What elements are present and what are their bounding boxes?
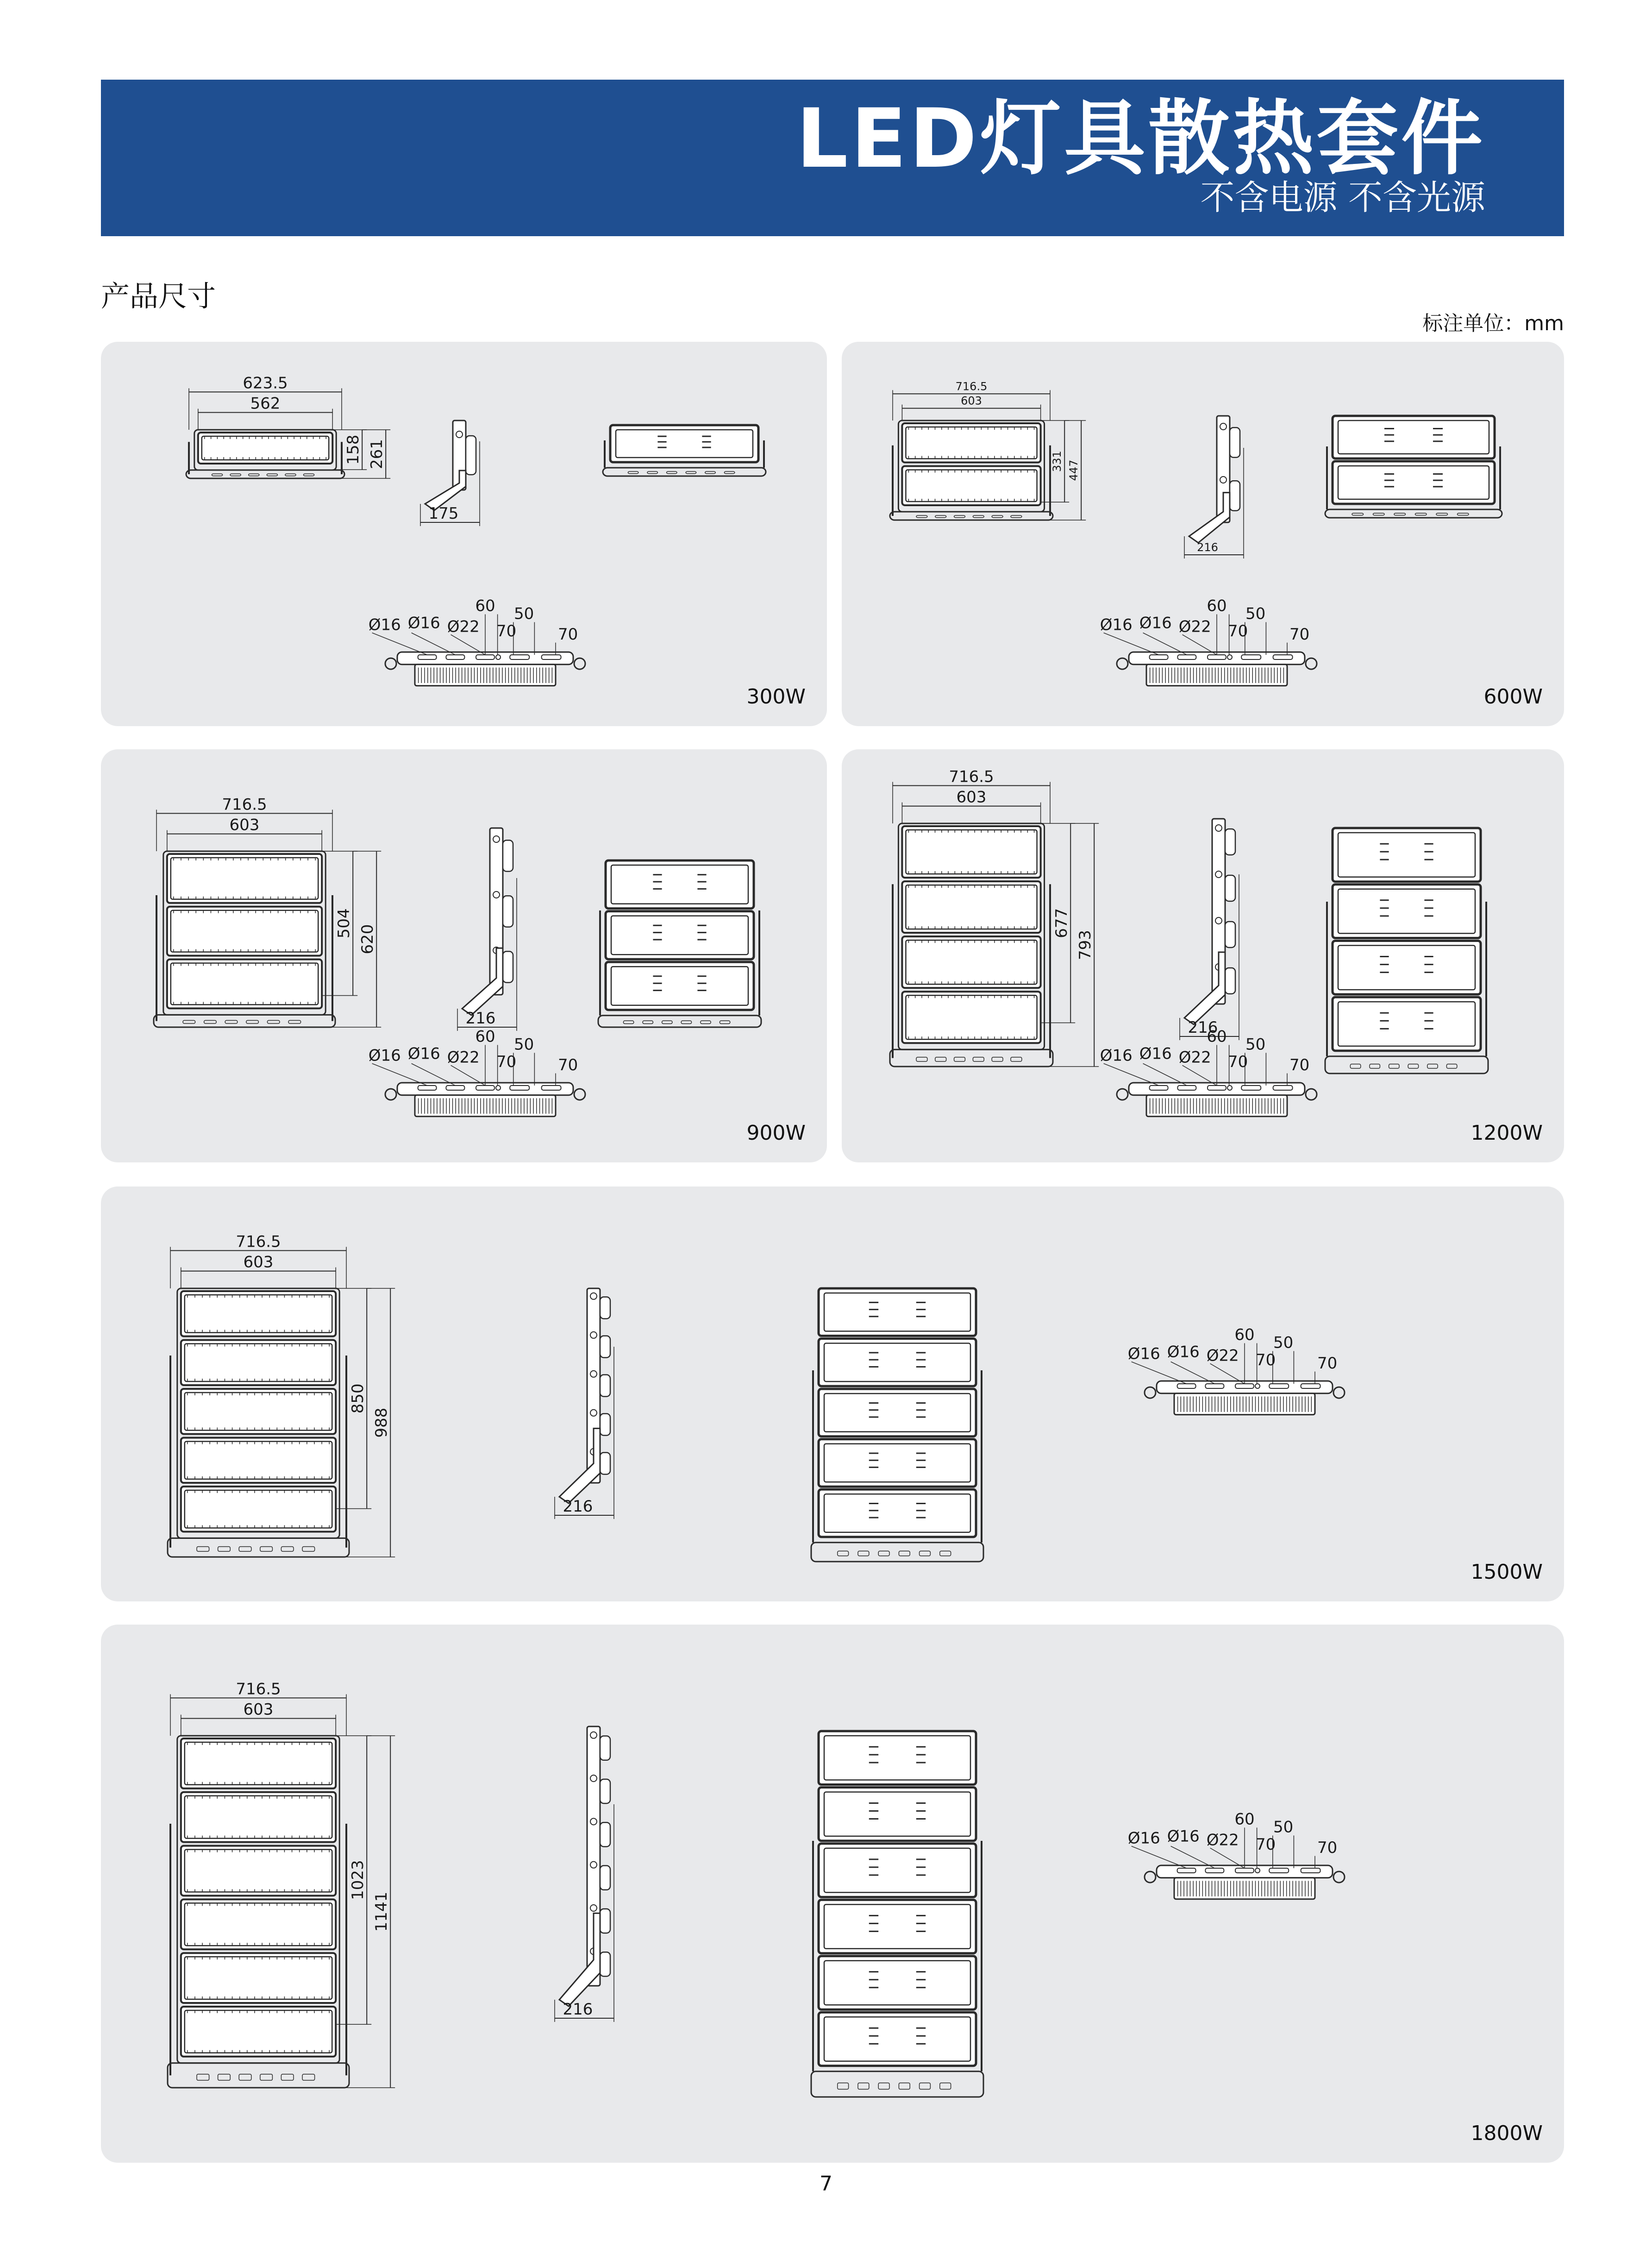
bottom-view — [1100, 597, 1317, 686]
inner-width-label: 603 — [243, 1700, 274, 1719]
hole-label: Ø16 — [1139, 614, 1172, 633]
hole-label: Ø16 — [1100, 615, 1133, 634]
hole-label: Ø22 — [1178, 1048, 1211, 1067]
inner-height-label: 677 — [1052, 908, 1071, 938]
front-view — [168, 1232, 395, 1557]
drawing-900w — [101, 749, 827, 1162]
hole-label: Ø16 — [1139, 1044, 1172, 1063]
side-view — [457, 828, 517, 1031]
side-depth-label: 216 — [563, 1497, 593, 1516]
drawing-1800w — [101, 1625, 1564, 2163]
bottom-view — [369, 597, 585, 686]
spacing-label: 60 — [1207, 596, 1227, 615]
spacing-label: 70 — [1289, 625, 1310, 644]
spacing-label: 50 — [1245, 1035, 1266, 1054]
wattage-label: 900W — [746, 1121, 806, 1145]
spacing-label: 50 — [513, 1035, 534, 1054]
outer-height-label: 620 — [358, 924, 377, 954]
hole-label: Ø16 — [1167, 1343, 1200, 1362]
front-width-label: 716.5 — [955, 380, 988, 393]
outer-height-label: 261 — [368, 439, 387, 469]
front-width-label: 716.5 — [949, 767, 994, 786]
spacing-label: 60 — [1234, 1325, 1255, 1344]
rear-view — [603, 425, 766, 476]
unit-note: 标注单位：mm — [1422, 312, 1564, 335]
wattage-label: 300W — [746, 685, 806, 709]
bottom-view — [369, 1028, 585, 1117]
inner-width-label: 562 — [250, 394, 281, 413]
rear-view — [811, 1288, 983, 1562]
bottom-view — [1128, 1326, 1345, 1415]
product-panel-600w — [842, 342, 1564, 726]
product-panel-900w — [101, 749, 827, 1162]
inner-width-label: 603 — [961, 394, 982, 408]
side-view — [1184, 416, 1244, 559]
rear-view — [598, 860, 761, 1027]
hole-label: Ø16 — [1127, 1829, 1160, 1848]
spacing-label: 70 — [496, 1053, 517, 1071]
spacing-label: 70 — [557, 1055, 578, 1074]
spacing-label: 70 — [496, 622, 517, 640]
wattage-label: 1500W — [1471, 1560, 1543, 1584]
outer-height-label: 1141 — [372, 1891, 391, 1932]
side-depth-label: 175 — [428, 504, 459, 523]
rear-view — [1325, 416, 1502, 518]
spacing-label: 60 — [475, 596, 495, 615]
spacing-label: 60 — [1207, 1027, 1227, 1046]
wattage-label: 1200W — [1471, 1121, 1543, 1145]
spacing-label: 60 — [475, 1027, 495, 1046]
hole-label: Ø22 — [447, 1048, 480, 1067]
inner-width-label: 603 — [229, 816, 260, 835]
spacing-label: 50 — [513, 604, 534, 623]
front-view — [890, 380, 1086, 520]
side-depth-label: 216 — [1197, 541, 1218, 554]
title-banner — [101, 80, 1564, 236]
spacing-label: 50 — [1273, 1333, 1294, 1352]
inner-width-label: 603 — [243, 1253, 274, 1272]
page-number: 7 — [820, 2172, 832, 2196]
spacing-label: 70 — [1227, 1053, 1248, 1071]
product-panel-1800w — [101, 1625, 1564, 2163]
rear-view — [1325, 828, 1488, 1073]
spacing-label: 70 — [557, 625, 578, 644]
outer-height-label: 988 — [372, 1407, 391, 1438]
side-depth-label: 216 — [563, 2000, 593, 2019]
bottom-view — [1128, 1810, 1345, 1899]
wattage-label: 1800W — [1471, 2121, 1543, 2145]
side-view — [1180, 819, 1239, 1040]
spacing-label: 70 — [1255, 1835, 1276, 1854]
hole-label: Ø16 — [1100, 1046, 1133, 1065]
hole-label: Ø22 — [1206, 1831, 1239, 1850]
front-view — [890, 767, 1099, 1067]
spacing-label: 50 — [1245, 604, 1266, 623]
hole-label: Ø22 — [1206, 1346, 1239, 1365]
drawing-300w — [101, 342, 827, 726]
front-width-label: 716.5 — [236, 1680, 281, 1699]
side-view — [420, 421, 480, 526]
side-view — [555, 1726, 614, 2022]
spacing-label: 70 — [1227, 622, 1248, 640]
hole-label: Ø22 — [1178, 617, 1211, 636]
wattage-label: 600W — [1483, 685, 1543, 709]
inner-height-label: 331 — [1051, 451, 1064, 472]
drawing-600w — [842, 342, 1564, 726]
drawing-1200w — [842, 749, 1564, 1162]
inner-height-label: 504 — [335, 908, 354, 939]
inner-height-label: 158 — [344, 434, 363, 465]
spacing-label: 70 — [1317, 1354, 1338, 1373]
spacing-label: 70 — [1289, 1055, 1310, 1074]
spacing-label: 60 — [1234, 1810, 1255, 1829]
front-view — [168, 1680, 395, 2088]
drawing-1500w — [101, 1186, 1564, 1601]
bottom-view — [1100, 1028, 1317, 1117]
hole-label: Ø16 — [368, 615, 401, 634]
product-panel-1500w — [101, 1186, 1564, 1601]
product-panel-1200w — [842, 749, 1564, 1162]
side-depth-label: 216 — [1188, 1018, 1218, 1037]
inner-width-label: 603 — [956, 788, 987, 807]
hole-label: Ø16 — [1167, 1827, 1200, 1846]
page-title: LED灯具散热套件 — [796, 91, 1485, 186]
spacing-label: 70 — [1255, 1351, 1276, 1369]
hole-label: Ø16 — [407, 614, 440, 633]
page-subtitle: 不含电源 不含光源 — [1200, 178, 1485, 218]
product-panel-300w — [101, 342, 827, 726]
front-width-label: 716.5 — [222, 795, 267, 814]
inner-height-label: 1023 — [349, 1860, 368, 1900]
hole-label: Ø22 — [447, 617, 480, 636]
hole-label: Ø16 — [407, 1044, 440, 1063]
side-depth-label: 216 — [465, 1009, 496, 1028]
hole-label: Ø16 — [368, 1046, 401, 1065]
hole-label: Ø16 — [1127, 1344, 1160, 1363]
spacing-label: 50 — [1273, 1818, 1294, 1837]
outer-height-label: 447 — [1067, 459, 1081, 481]
side-view — [555, 1288, 614, 1519]
section-title: 产品尺寸 — [101, 279, 216, 313]
inner-height-label: 850 — [349, 1383, 368, 1414]
front-width-label: 623.5 — [243, 374, 288, 393]
outer-height-label: 793 — [1076, 930, 1095, 960]
rear-view — [811, 1731, 983, 2097]
spacing-label: 70 — [1317, 1838, 1338, 1857]
front-view — [154, 795, 381, 1027]
front-view — [186, 374, 390, 478]
front-width-label: 716.5 — [236, 1232, 281, 1251]
